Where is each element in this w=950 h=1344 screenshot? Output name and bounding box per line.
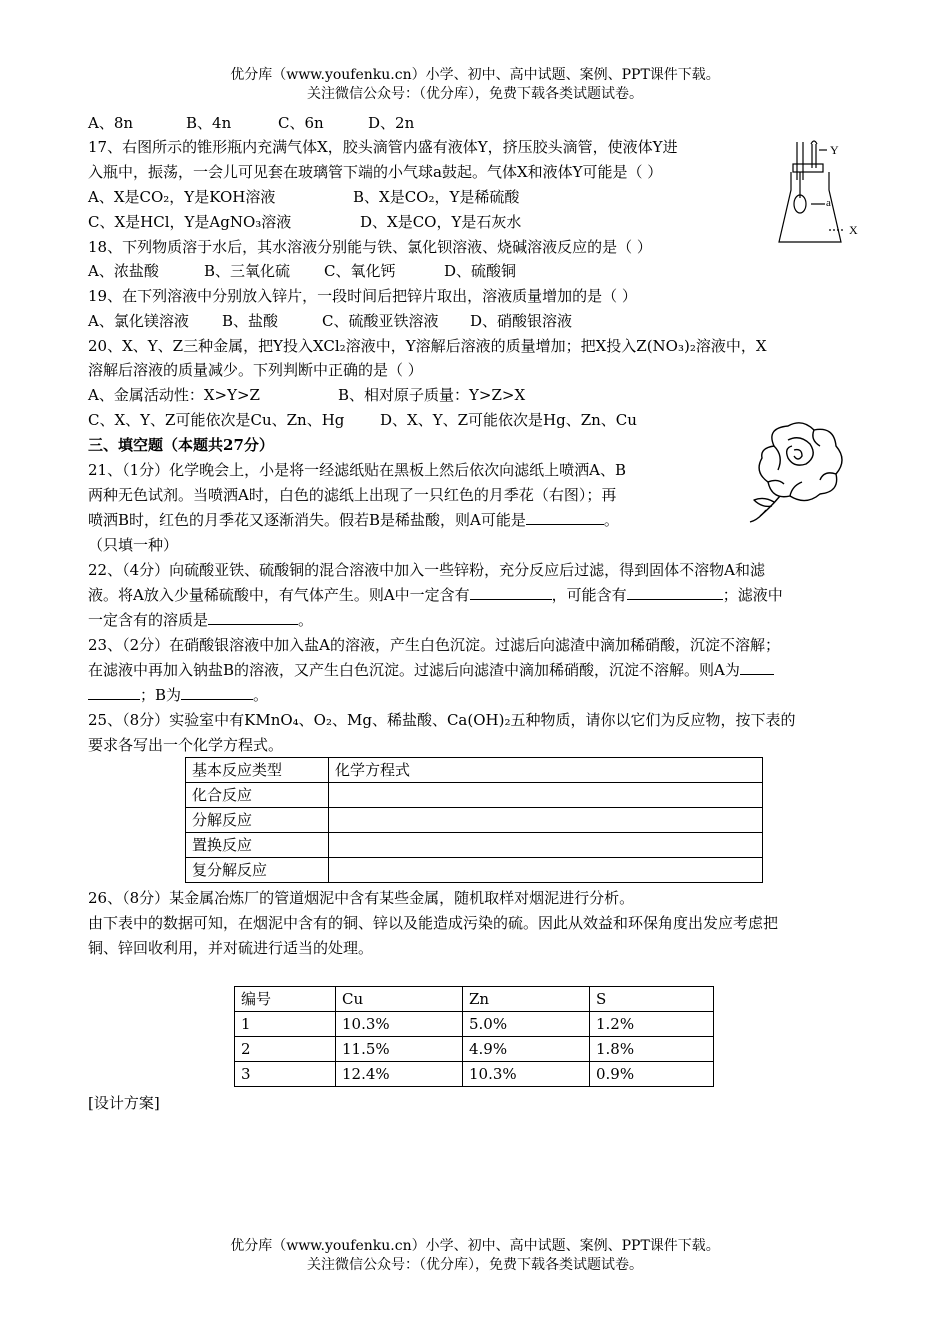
reaction-type-cell: 复分解反应 xyxy=(186,858,329,883)
reaction-type-cell: 化合反应 xyxy=(186,783,329,808)
q17-option-c: C、X是HCl，Y是AgNO₃溶液 xyxy=(88,213,292,231)
q20-option-c: C、X、Y、Z可能依次是Cu、Zn、Hg xyxy=(88,411,345,429)
table-header-row xyxy=(186,758,763,783)
q19-options xyxy=(88,310,572,332)
q19-option-b: B、盐酸 xyxy=(222,312,279,330)
q20-option-a: A、金属活动性：X>Y>Z xyxy=(88,386,260,404)
q16-option-b: B、4n xyxy=(186,114,232,132)
q18-stem: 18、下列物质溶于水后，其水溶液分别能与铁、氯化钡溶液、烧碱溶液反应的是（ ） xyxy=(88,238,652,256)
q17-options-cd xyxy=(88,211,521,233)
q20-option-d: D、X、Y、Z可能依次是Hg、Zn、Cu xyxy=(380,411,637,429)
flask-apparatus-figure xyxy=(775,138,865,250)
q21-answer-blank[interactable] xyxy=(526,509,604,525)
q25-line-1: 25、（8分）实验室中有KMnO₄、O₂、Mg、稀盐酸、Ca(OH)₂五种物质，请你以它们为反应物，按下表的 xyxy=(88,711,796,729)
q18-option-c: C、氧化钙 xyxy=(324,262,396,280)
reaction-type-table xyxy=(185,757,763,883)
q22-blank-2[interactable] xyxy=(627,584,723,600)
equation-cell[interactable] xyxy=(329,783,763,808)
header-line-2: 关注微信公众号：（优分库），免费下载各类试题试卷。 xyxy=(307,86,643,102)
q21-line-4: （只填一种） xyxy=(88,536,179,554)
q20-line-2: 溶解后溶液的质量减少。下列判断中正确的是（ ） xyxy=(88,361,423,379)
flask-label-a: a xyxy=(826,197,831,209)
q17-line-2: 入瓶中，振荡，一会儿可见套在玻璃管下端的小气球a鼓起。气体X和液体Y可能是（ ） xyxy=(88,163,663,181)
q26-design-heading: [设计方案] xyxy=(88,1094,160,1112)
q21-line-3-text: 喷洒B时，红色的月季花又逐渐消失。假若B是稀盐酸，则A可能是 xyxy=(88,511,526,529)
q20-line-1: 20、X、Y、Z三种金属，把Y投入XCl₂溶液中，Y溶解后溶液的质量增加；把X投入Z(NO₃)₂溶液中，X xyxy=(88,337,767,355)
q19-option-a: A、氯化镁溶液 xyxy=(88,312,189,330)
q22-line-3b: 。 xyxy=(298,611,314,629)
table-cell: 1.8% xyxy=(590,1037,714,1062)
table-row xyxy=(186,858,763,883)
q23-blank-a-start[interactable] xyxy=(740,659,774,675)
table-header-cell: Zn xyxy=(463,987,590,1012)
q21-line-2: 两种无色试剂。当喷洒A时，白色的滤纸上出现了一只红色的月季花（右图）；再 xyxy=(88,486,617,504)
q22-line-2c: ；滤液中 xyxy=(722,586,783,604)
q18-options xyxy=(88,260,516,282)
table-cell: 1 xyxy=(235,1012,336,1037)
q21-line-1: 21、（1分）化学晚会上，小是将一经滤纸贴在黑板上然后依次向滤纸上喷洒A、B xyxy=(88,461,626,479)
table-header-cell: 化学方程式 xyxy=(329,758,763,783)
rose-figure xyxy=(744,416,852,526)
q17-options-ab xyxy=(88,186,519,208)
header-line-1: 优分库（www.youfenku.cn）小学、初中、高中试题、案例、PPT课件下载。 xyxy=(230,67,720,83)
q17-option-d: D、X是CO，Y是石灰水 xyxy=(360,213,522,231)
q22-line-2a: 液。将A放入少量稀硫酸中，有气体产生。则A中一定含有 xyxy=(88,586,470,604)
q16-option-c: C、6n xyxy=(278,114,324,132)
table-cell: 11.5% xyxy=(336,1037,463,1062)
q23-line-2-text: 在滤液中再加入钠盐B的溶液，又产生白色沉淀。过滤后向滤渣中滴加稀硝酸，沉淀不溶解。则A为 xyxy=(88,661,740,679)
q16-options xyxy=(88,112,414,134)
q18-option-b: B、三氧化硫 xyxy=(204,262,291,280)
q18-option-d: D、硫酸铜 xyxy=(444,262,517,280)
q25-line-2: 要求各写出一个化学方程式。 xyxy=(88,736,284,754)
q23-line-3a: ；B为 xyxy=(140,686,182,704)
q17-option-b: B、X是CO₂，Y是稀硫酸 xyxy=(353,188,520,206)
q16-option-d: D、2n xyxy=(368,114,415,132)
table-header-cell: 基本反应类型 xyxy=(186,758,329,783)
q21-line-3-end: 。 xyxy=(603,511,619,529)
q19-stem: 19、在下列溶液中分别放入锌片，一段时间后把锌片取出，溶液质量增加的是（ ） xyxy=(88,287,637,305)
equation-cell[interactable] xyxy=(329,833,763,858)
table-header-cell: Cu xyxy=(336,987,463,1012)
q23-line-3 xyxy=(88,684,268,706)
q18-option-a: A、浓盐酸 xyxy=(88,262,159,280)
q20-options-cd xyxy=(88,409,637,431)
footer-line-1: 优分库（www.youfenku.cn）小学、初中、高中试题、案例、PPT课件下载。 xyxy=(230,1238,720,1254)
equation-cell[interactable] xyxy=(329,808,763,833)
q26-line-2: 由下表中的数据可知，在烟泥中含有的铜、锌以及能造成污染的硫。因此从效益和环保角度出发应考虑把 xyxy=(88,914,779,932)
table-row xyxy=(235,1062,714,1087)
table-cell: 2 xyxy=(235,1037,336,1062)
q21-line-3 xyxy=(88,509,619,531)
table-cell: 4.9% xyxy=(463,1037,590,1062)
q16-option-a: A、8n xyxy=(88,114,134,132)
q23-line-2 xyxy=(88,659,774,681)
reaction-type-cell: 置换反应 xyxy=(186,833,329,858)
page-footer xyxy=(0,1237,950,1275)
q23-line-3b: 。 xyxy=(253,686,269,704)
table-cell: 5.0% xyxy=(463,1012,590,1037)
table-row xyxy=(186,833,763,858)
q26-line-1: 26、（8分）某金属冶炼厂的管道烟泥中含有某些金属，随机取样对烟泥进行分析。 xyxy=(88,889,635,907)
table-row xyxy=(186,783,763,808)
footer-line-2: 关注微信公众号：（优分库），免费下载各类试题试卷。 xyxy=(307,1257,643,1273)
table-header-row xyxy=(235,987,714,1012)
sludge-analysis-table xyxy=(234,986,714,1087)
q22-line-3a: 一定含有的溶质是 xyxy=(88,611,209,629)
q23-blank-a[interactable] xyxy=(88,684,140,700)
q26-line-3: 铜、锌回收利用，并对硫进行适当的处理。 xyxy=(88,939,374,957)
q22-line-2b: ，可能含有 xyxy=(551,586,627,604)
q23-line-1: 23、（2分）在硝酸银溶液中加入盐A的溶液，产生白色沉淀。过滤后向滤渣中滴加稀硝酸，沉淀不溶解； xyxy=(88,636,780,654)
table-row xyxy=(235,1012,714,1037)
table-header-cell: 编号 xyxy=(235,987,336,1012)
q22-line-2 xyxy=(88,584,783,606)
q17-option-a: A、X是CO₂，Y是KOH溶液 xyxy=(88,188,276,206)
equation-cell[interactable] xyxy=(329,858,763,883)
q22-line-1: 22、（4分）向硫酸亚铁、硫酸铜的混合溶液中加入一些锌粉，充分反应后过滤，得到固体不溶物A和滤 xyxy=(88,561,765,579)
table-cell: 10.3% xyxy=(463,1062,590,1087)
q19-option-d: D、硝酸银溶液 xyxy=(470,312,573,330)
page-header xyxy=(0,66,950,104)
table-cell: 1.2% xyxy=(590,1012,714,1037)
q22-blank-1[interactable] xyxy=(470,584,552,600)
reaction-type-cell: 分解反应 xyxy=(186,808,329,833)
table-row xyxy=(235,1037,714,1062)
flask-label-y: Y xyxy=(830,143,839,157)
table-header-cell: S xyxy=(590,987,714,1012)
flask-label-x: X xyxy=(849,223,858,237)
q20-option-b: B、相对原子质量：Y>Z>X xyxy=(338,386,526,404)
table-cell: 12.4% xyxy=(336,1062,463,1087)
table-cell: 3 xyxy=(235,1062,336,1087)
q19-option-c: C、硫酸亚铁溶液 xyxy=(322,312,439,330)
q22-line-3 xyxy=(88,609,313,631)
q22-blank-3[interactable] xyxy=(208,609,298,625)
q17-line-1: 17、右图所示的锥形瓶内充满气体X，胶头滴管内盛有液体Y，挤压胶头滴管，使液体Y进 xyxy=(88,138,678,156)
table-row xyxy=(186,808,763,833)
q20-options-ab xyxy=(88,384,525,406)
q23-blank-b[interactable] xyxy=(181,684,253,700)
section-3-title: 三、填空题（本题共27分） xyxy=(88,436,274,454)
table-cell: 0.9% xyxy=(590,1062,714,1087)
table-cell: 10.3% xyxy=(336,1012,463,1037)
